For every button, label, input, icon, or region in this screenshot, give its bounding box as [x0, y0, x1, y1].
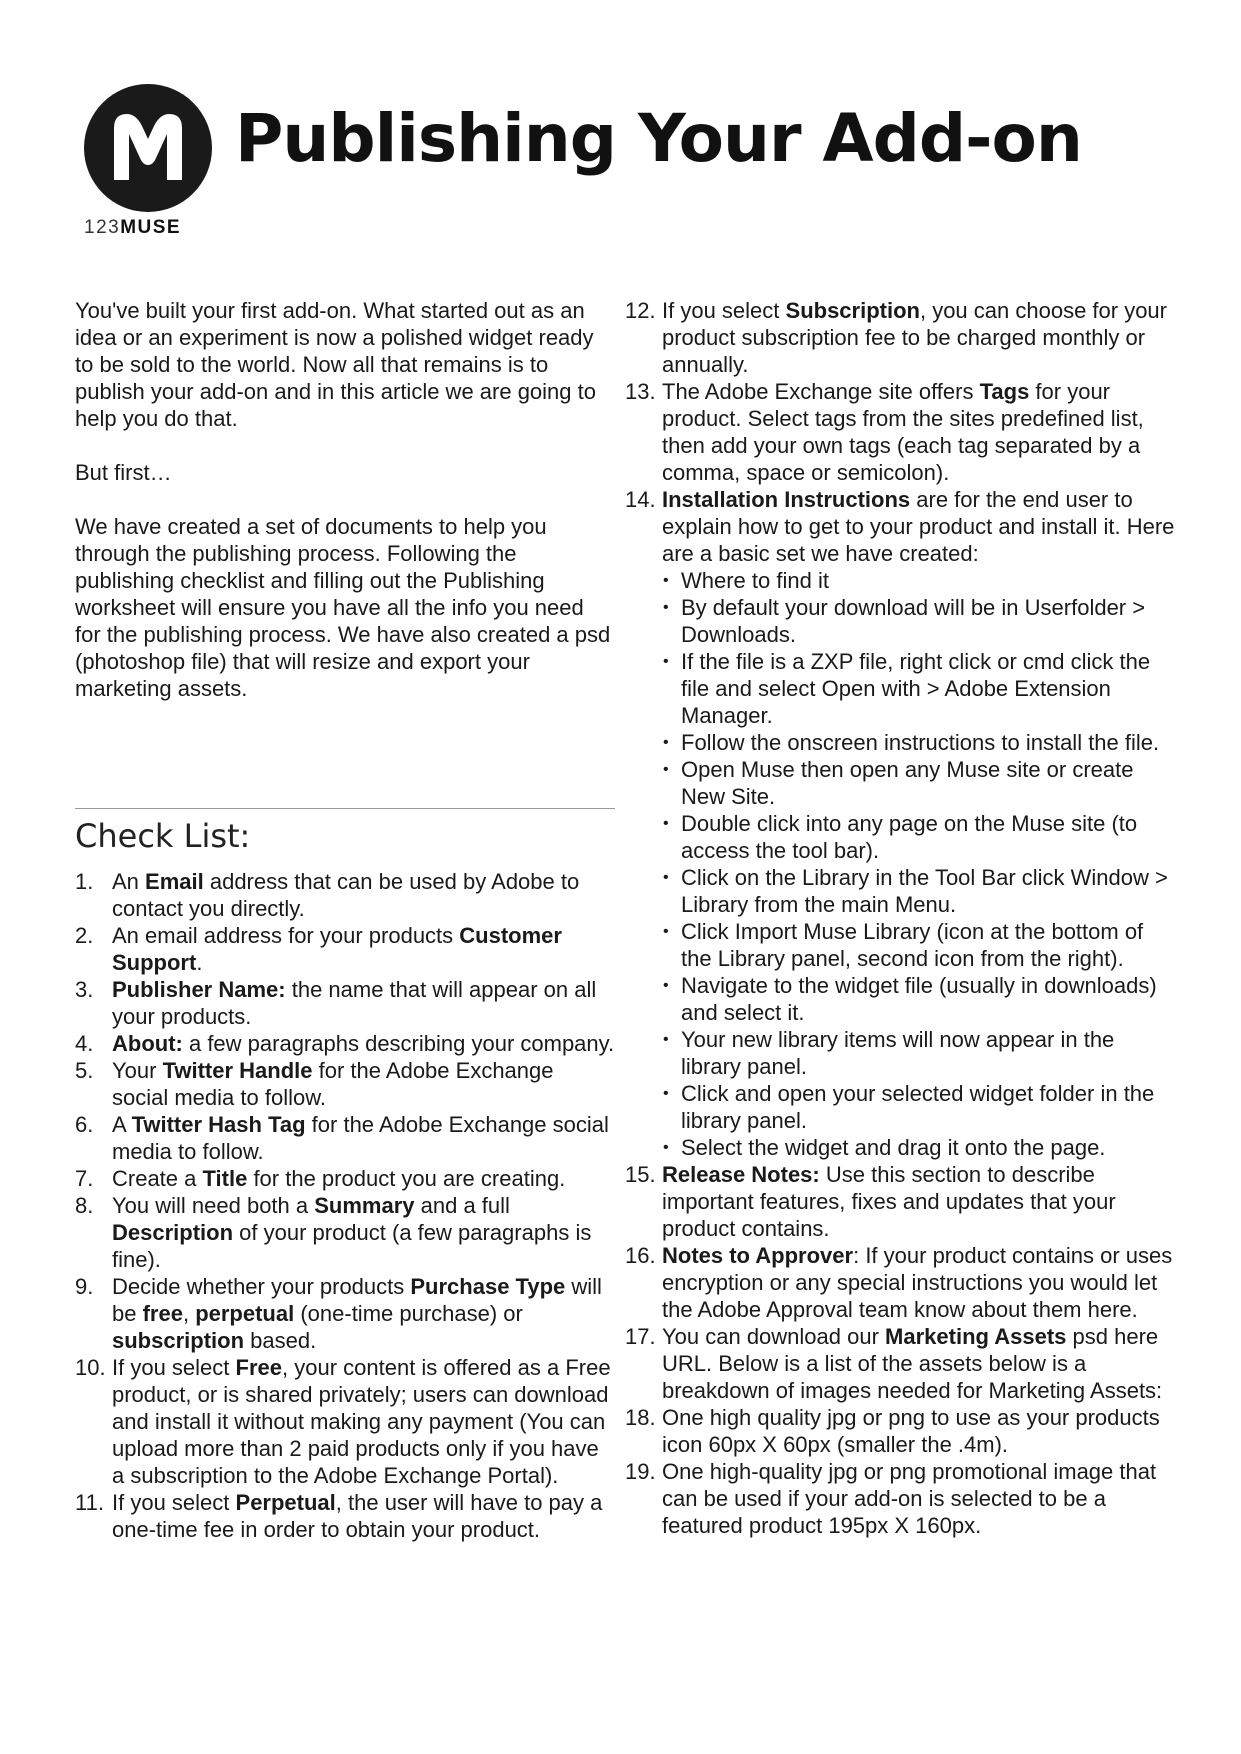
- install-steps: [662, 567, 1175, 1161]
- list-item: 17. You can download our Marketing Assets psd here URL. Below is a list of the assets below is a breakdown of images needed for Marketing Assets:: [625, 1324, 1163, 1403]
- logo-m-glyph: [84, 84, 212, 212]
- list-item: 5. Your Twitter Handle for the Adobe Exchange social media to follow.: [75, 1058, 554, 1110]
- list-item: 11. If you select Perpetual, the user will have to pay a one-time fee in order to obtain your product.: [75, 1490, 603, 1542]
- list-item: 8. You will need both a Summary and a full Description of your product (a few paragraphs is fine).: [75, 1193, 592, 1272]
- logo-number: 123: [84, 217, 121, 238]
- checklist-heading: Check List:: [75, 817, 251, 855]
- bullet-item: • Open Muse then open any Muse site or create New Site.: [662, 756, 1175, 810]
- list-item: 15. Release Notes: Use this section to describe important features, fixes and updates that your product contains.: [625, 1162, 1116, 1241]
- bullet-item: • By default your download will be in Userfolder > Downloads.: [662, 594, 1175, 648]
- bullet-item: • Where to find it: [662, 567, 1175, 594]
- list-item: 12. If you select Subscription, you can choose for your product subscription fee to be charged monthly or annually.: [625, 298, 1167, 377]
- checklist-list-right: [625, 297, 1175, 1539]
- list-item: 4. About: a few paragraphs describing your company.: [75, 1031, 615, 1056]
- intro-paragraph-3: We have created a set of documents to help you through the publishing process. Following the publishing checklist and filling out the Publishing worksheet will ensure you have all the info you need for the publishing process. We have also created a psd (photoshop file) that will resize and export your marketing assets.: [75, 514, 611, 701]
- list-item: 16. Notes to Approver: If your product contains or uses encryption or any special instructions you would let the Adobe Approval team know about them here.: [625, 1243, 1173, 1322]
- bullet-item: • Your new library items will now appear in the library panel.: [662, 1026, 1175, 1080]
- bullet-item: • Select the widget and drag it onto the page.: [662, 1134, 1175, 1161]
- list-item: 13. The Adobe Exchange site offers Tags for your product. Select tags from the sites predefined list, then add your own tags (each tag separated by a comma, space or semicolon).: [625, 379, 1144, 485]
- logo-wordmark: [84, 217, 212, 239]
- bullet-item: • Click Import Muse Library (icon at the bottom of the Library panel, second icon from the right).: [662, 918, 1175, 972]
- bullet-item: • Click on the Library in the Tool Bar click Window > Library from the main Menu.: [662, 864, 1175, 918]
- bullet-item: • Navigate to the widget file (usually in downloads) and select it.: [662, 972, 1175, 1026]
- section-divider: [75, 808, 615, 809]
- bullet-item: • Double click into any page on the Muse site (to access the tool bar).: [662, 810, 1175, 864]
- list-item: 6. A Twitter Hash Tag for the Adobe Exchange social media to follow.: [75, 1112, 609, 1164]
- bullet-item: • Follow the onscreen instructions to install the file.: [662, 729, 1175, 756]
- list-item: 7. Create a Title for the product you are creating.: [75, 1166, 566, 1191]
- logo-word: MUSE: [120, 217, 182, 238]
- list-item: 19. One high-quality jpg or png promotional image that can be used if your add-on is selected to be a featured product 195px X 160px.: [625, 1459, 1157, 1538]
- checklist-list-left: [75, 868, 615, 1543]
- list-item: 10. If you select Free, your content is offered as a Free product, or is shared privately; users can download and install it without making any payment (You can upload more than 2 paid products only if you have a subscription to the Adobe Exchange Portal).: [75, 1355, 611, 1488]
- list-item: 3. Publisher Name: the name that will appear on all your products.: [75, 977, 597, 1029]
- bullet-item: • Click and open your selected widget folder in the library panel.: [662, 1080, 1175, 1134]
- right-column: [625, 297, 1175, 1539]
- page-title: Publishing Your Add-on: [235, 100, 1082, 177]
- list-item: 14. Installation Instructions are for the end user to explain how to get to your product and install it. Here are a basic set we have created: • Where to find it • By default your download will be in Userfolder > Downloads. • If the file is a ZXP file, right click or cmd click the file and select Open with > Adobe Extension Manager. • Follow the onscreen instructions to install the file. • Open Muse then open any Muse site or create New Site. • Double click into any page on the Muse site (to access the tool bar). • Click on the Library in the Tool Bar click Window > Library from the main Menu. • Click Import Muse Library (icon at the bottom of the Library panel, second icon from the right). • Navigate to the widget file (usually in downloads) and select it. • Your new library items will now appear in the library panel. • Click and open your selected widget folder in the library panel. • Select the widget and drag it onto the page.: [625, 486, 1175, 1161]
- list-item: 2. An email address for your products Customer Support.: [75, 923, 562, 975]
- list-item: 9. Decide whether your products Purchase Type will be free, perpetual (one-time purchase) or subscription based.: [75, 1274, 602, 1353]
- logo: [84, 84, 212, 239]
- bullet-item: • If the file is a ZXP file, right click or cmd click the file and select Open with > Adobe Extension Manager.: [662, 648, 1175, 729]
- left-column: [75, 297, 615, 1543]
- intro-paragraph-2: But first…: [75, 460, 172, 485]
- logo-circle: [84, 84, 212, 212]
- list-item: 18. One high quality jpg or png to use as your products icon 60px X 60px (smaller the .4m).: [625, 1405, 1160, 1457]
- intro-paragraph-1: You've built your first add-on. What started out as an idea or an experiment is now a polished widget ready to be sold to the world. Now all that remains is to publish your add-on and in this article we are going to help you do that.: [75, 298, 596, 431]
- list-item: 1. An Email address that can be used by Adobe to contact you directly.: [75, 869, 580, 921]
